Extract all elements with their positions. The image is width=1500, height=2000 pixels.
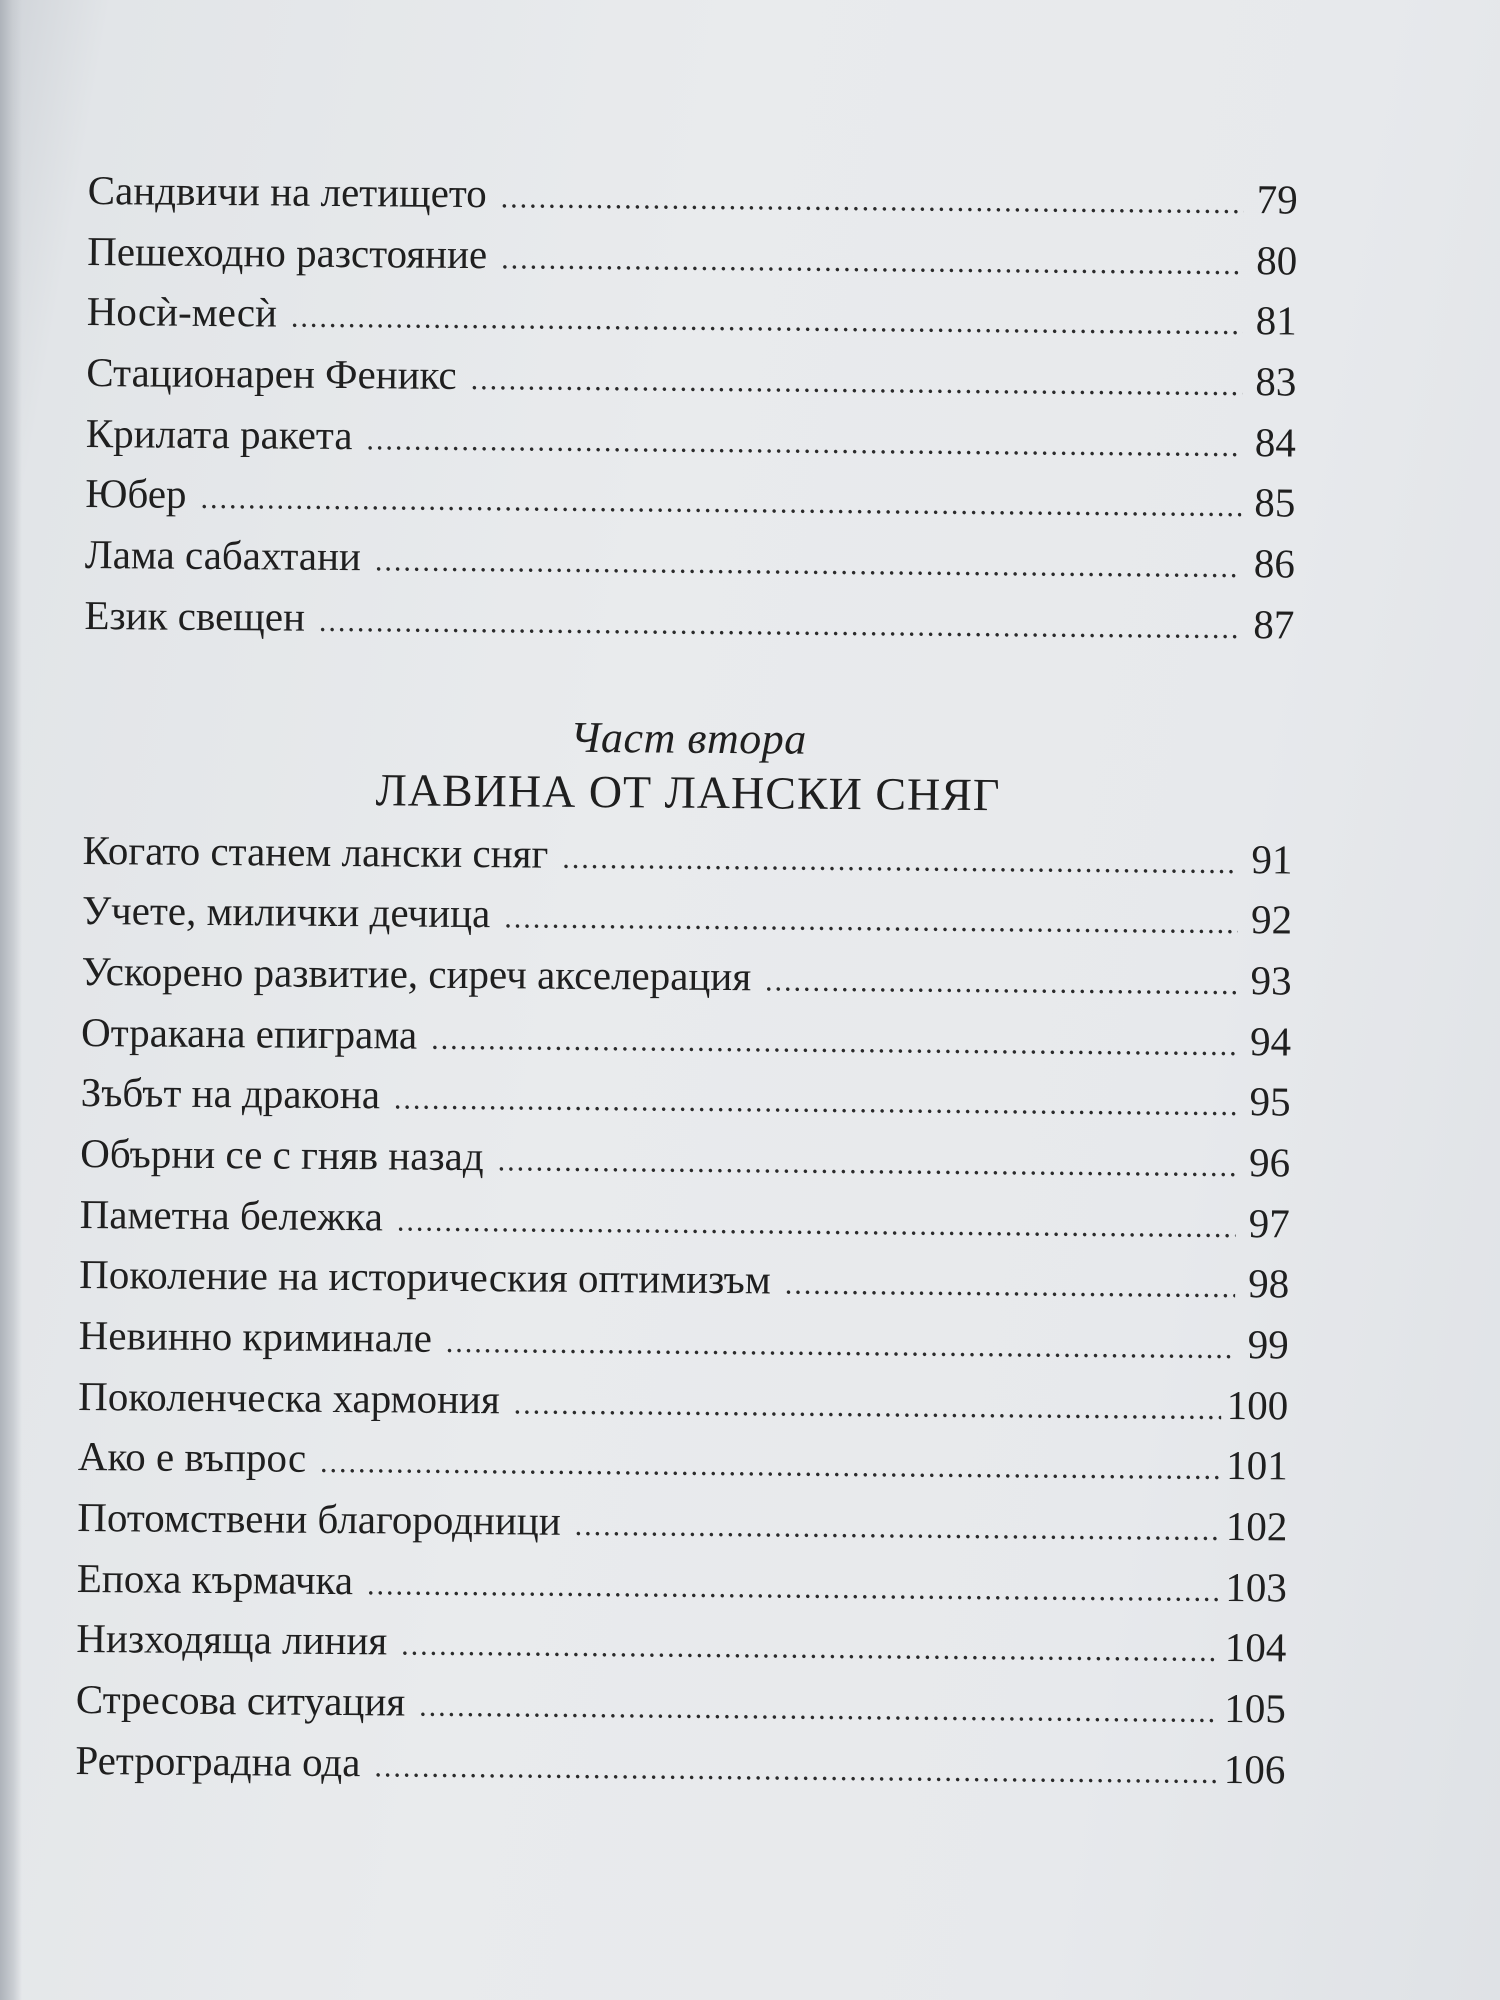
part-title: ЛАВИНА ОТ ЛАНСКИ СНЯГ [375,763,1001,820]
toc-entry-page: 84 [1254,418,1297,466]
dot-leader [785,1255,1236,1319]
toc-entry-title: Поколенческа хармония [78,1372,500,1422]
toc-entry-title: Когато станем лански сняг [82,826,549,877]
toc-entry-title: Език свещен [84,591,306,640]
toc-entry-page: 102 [1225,1503,1288,1550]
part-label: Част втора [570,712,807,764]
toc-entry-page: 103 [1225,1563,1288,1611]
toc-entry-page: 81 [1255,297,1297,344]
dot-leader [374,1737,1218,1804]
toc-entry-title: Пешеходно разстояние [87,227,488,277]
toc-entry-page: 79 [1256,176,1298,223]
toc-entry-title: Лама сабахтани [84,531,362,580]
toc-entry-title: Низходяща линия [76,1615,388,1664]
toc-entry-title: Невинно криминале [78,1311,433,1361]
dot-leader [366,410,1242,478]
dot-leader [367,1555,1220,1622]
toc-entry-page: 101 [1226,1442,1288,1489]
toc-entry-page: 87 [1253,600,1295,648]
dot-leader [500,168,1243,235]
toc-entry-page: 104 [1224,1624,1287,1671]
toc-entry [88,160,1298,230]
toc-entry-title: Ускорено развитие, сиреч акселерация [81,947,752,1000]
dot-leader [419,1677,1219,1744]
toc-entry-page: 91 [1251,835,1293,882]
toc-entry-title: Учете, милички дечица [81,887,491,937]
dot-leader [446,1313,1235,1380]
toc-entry-page: 98 [1248,1260,1290,1307]
toc-entry-page: 96 [1248,1139,1291,1186]
toc-entry-page: 86 [1253,540,1296,587]
toc-entry-title: Юбер [85,470,187,518]
toc-entry-title: Ако е въпрос [77,1433,307,1482]
table-of-contents-page [75,160,1298,1800]
toc-entry-page: 100 [1226,1381,1289,1429]
dot-leader [514,1374,1221,1440]
dot-leader [431,1009,1237,1076]
toc-entry [82,819,1292,889]
dot-leader [497,1131,1236,1198]
dot-leader [765,951,1238,1015]
toc-entry-title: Стационарен Феникс [86,349,457,398]
toc-entry-page: 92 [1250,896,1293,943]
toc-entry-title: Сандвичи на летището [87,166,487,217]
dot-leader [319,592,1241,660]
toc-entry-page: 80 [1256,236,1298,284]
toc-entry-title: Паметна бележка [79,1190,384,1239]
toc-entry-title: Поколение на историческия оптимизъм [79,1251,771,1303]
dot-leader [375,531,1241,599]
part-heading [83,707,1294,824]
toc-entry-page: 105 [1224,1685,1287,1732]
toc-entry-page: 93 [1250,957,1292,1004]
toc-section-two [75,819,1293,1799]
toc-entry-page: 83 [1255,358,1297,405]
dot-leader [574,1496,1220,1562]
toc-entry-page: 99 [1247,1321,1289,1368]
toc-section-one [84,160,1298,655]
dot-leader [470,350,1242,417]
toc-entry-page: 94 [1249,1017,1292,1065]
dot-leader [401,1616,1219,1683]
toc-entry-title: Носѝ-месѝ [86,288,278,336]
toc-entry-title: Обърни се с гняв назад [80,1129,484,1180]
toc-entry-page: 85 [1254,479,1296,526]
toc-entry-title: Потомствени благородници [77,1494,561,1544]
book-binding-shadow [0,0,22,2000]
toc-entry-title: Зъбът на дракона [80,1069,381,1118]
toc-entry-page: 97 [1248,1199,1290,1247]
toc-entry-title: Стресова ситуация [75,1676,406,1725]
dot-leader [562,828,1239,894]
toc-entry-page: 106 [1223,1745,1286,1793]
dot-leader [501,229,1243,296]
toc-entry-page: 95 [1249,1078,1291,1125]
toc-entry-title: Епоха кърмачка [76,1554,354,1603]
dot-leader [394,1070,1237,1137]
toc-entry-title: Ретроградна ода [75,1736,361,1786]
toc-entry-title: Отракана епиграма [80,1008,418,1058]
toc-entry-title: Крилата ракета [85,409,353,458]
